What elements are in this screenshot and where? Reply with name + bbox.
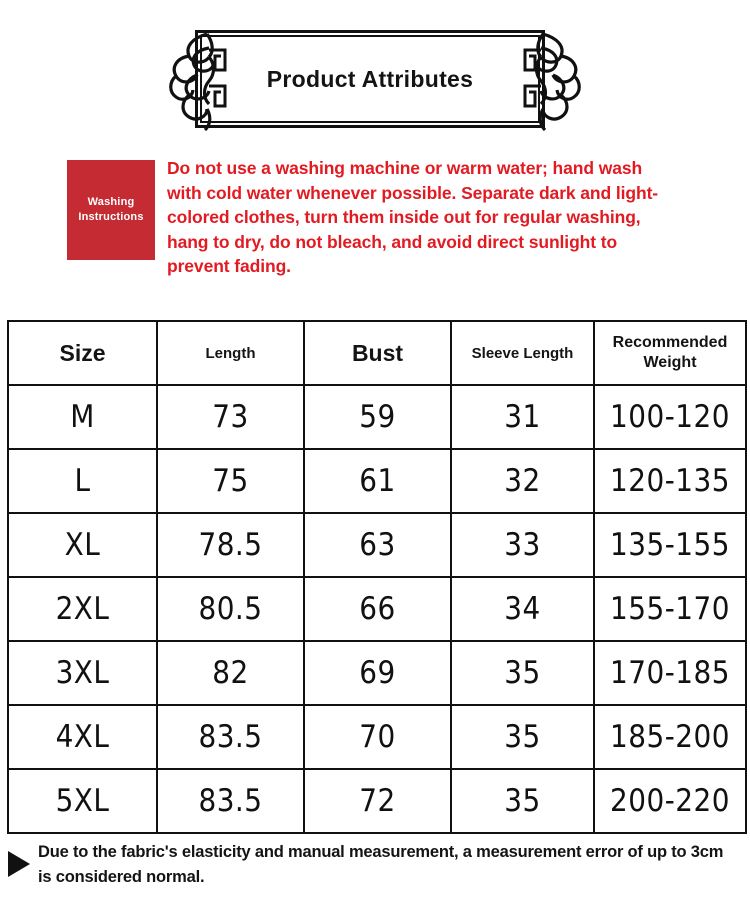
cell-weight: 120-135 (594, 449, 746, 513)
cell-size: XL (8, 513, 157, 577)
cell-bust: 69 (304, 641, 451, 705)
cell-weight: 155-170 (594, 577, 746, 641)
measurement-note (0, 840, 750, 900)
table-row (8, 769, 746, 833)
cell-sleeve: 35 (451, 641, 594, 705)
column-header-bust: Bust (304, 321, 451, 385)
table-row (8, 513, 746, 577)
cell-bust: 66 (304, 577, 451, 641)
cell-size: 4XL (8, 705, 157, 769)
table-header-row (8, 321, 746, 385)
cell-size: 5XL (8, 769, 157, 833)
banner (0, 24, 750, 140)
triangle-right-icon (8, 851, 30, 877)
table-row (8, 641, 746, 705)
table-row (8, 385, 746, 449)
cell-size: 3XL (8, 641, 157, 705)
washing-instructions-section (0, 156, 750, 276)
washing-instructions-text: Do not use a washing machine or warm water; hand wash with cold water whenever possible. Separate dark and light-colored clothes, turn them inside out for regular washing, hang to dry, do not bleach, and avoid direct sunlight to prevent fading. (167, 158, 659, 276)
cell-sleeve: 35 (451, 705, 594, 769)
column-header-length: Length (157, 321, 304, 385)
measurement-note-text: Due to the fabric's elasticity and manual measurement, a measurement error of up to 3cm is considered normal. (38, 843, 724, 886)
cell-bust: 61 (304, 449, 451, 513)
cell-size: 2XL (8, 577, 157, 641)
cell-length: 78.5 (157, 513, 304, 577)
cell-length: 83.5 (157, 705, 304, 769)
cell-length: 73 (157, 385, 304, 449)
cell-size: M (8, 385, 157, 449)
cell-bust: 59 (304, 385, 451, 449)
column-header-weight: Recommended Weight (594, 321, 746, 385)
washing-instructions-badge (67, 160, 155, 260)
cell-sleeve: 31 (451, 385, 594, 449)
column-header-sleeve: Sleeve Length (451, 321, 594, 385)
banner-inner (195, 24, 555, 140)
cell-length: 82 (157, 641, 304, 705)
column-header-size: Size (8, 321, 157, 385)
table-row (8, 705, 746, 769)
cell-size: L (8, 449, 157, 513)
washing-badge-line1: Washing (87, 196, 135, 208)
cell-length: 80.5 (157, 577, 304, 641)
cell-sleeve: 34 (451, 577, 594, 641)
cell-bust: 72 (304, 769, 451, 833)
cell-sleeve: 35 (451, 769, 594, 833)
size-chart-table (7, 320, 747, 834)
cell-sleeve: 32 (451, 449, 594, 513)
cell-weight: 135-155 (594, 513, 746, 577)
washing-badge-line2: Instructions (78, 211, 144, 223)
cell-bust: 63 (304, 513, 451, 577)
cell-length: 75 (157, 449, 304, 513)
cell-weight: 100-120 (594, 385, 746, 449)
cell-bust: 70 (304, 705, 451, 769)
cell-weight: 185-200 (594, 705, 746, 769)
cell-weight: 200-220 (594, 769, 746, 833)
cell-weight: 170-185 (594, 641, 746, 705)
table-row (8, 449, 746, 513)
page-title: Product Attributes (266, 65, 474, 92)
table-row (8, 577, 746, 641)
cell-length: 83.5 (157, 769, 304, 833)
cell-sleeve: 33 (451, 513, 594, 577)
